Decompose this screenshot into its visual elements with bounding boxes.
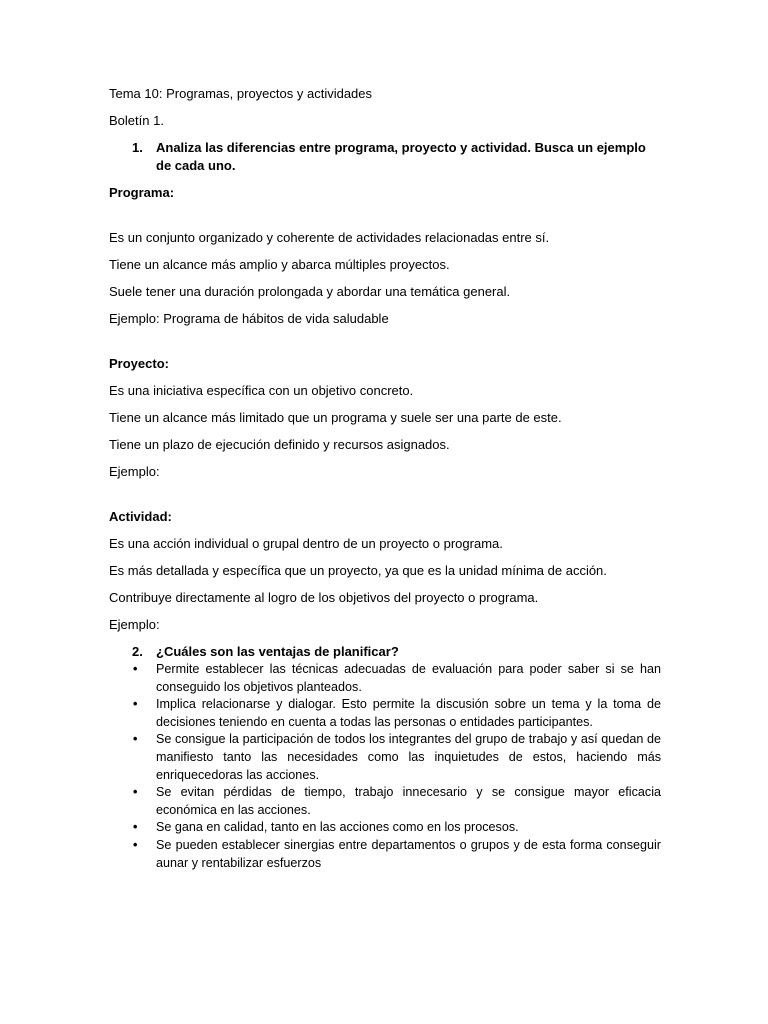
proyecto-line-3: Tiene un plazo de ejecución definido y recursos asignados. <box>109 437 450 452</box>
actividad-heading: Actividad: <box>109 509 172 524</box>
question-1 <box>109 139 661 175</box>
list-item <box>109 731 661 784</box>
list-item <box>109 819 661 837</box>
advantages-list <box>109 661 661 872</box>
list-item-text: Se evitan pérdidas de tiempo, trabajo innecesario y se consigue mayor eficacia económica en las acciones. <box>156 785 661 817</box>
programa-example: Ejemplo: Programa de hábitos de vida saludable <box>109 311 389 326</box>
list-item <box>109 661 661 696</box>
bullet-icon: • <box>133 820 138 835</box>
list-item <box>109 696 661 731</box>
list-item <box>109 837 661 872</box>
question-2-number: 2. <box>132 644 143 659</box>
document-body <box>109 85 661 872</box>
question-2 <box>109 643 661 661</box>
programa-line-3: Suele tener una duración prolongada y abordar una temática general. <box>109 284 511 299</box>
proyecto-example: Ejemplo: <box>109 464 160 479</box>
question-1-text: Analiza las diferencias entre programa, proyecto y actividad. Busca un ejemplo de cada uno. <box>156 140 646 173</box>
programa-heading: Programa: <box>109 185 175 200</box>
list-item-text: Implica relacionarse y dialogar. Esto permite la discusión sobre un tema y la toma de decisiones teniendo en cuenta a todas las personas o entidades participantes. <box>156 697 661 729</box>
proyecto-heading: Proyecto: <box>109 356 169 371</box>
programa-line-2: Tiene un alcance más amplio y abarca múltiples proyectos. <box>109 257 450 272</box>
topic-title: Tema 10: Programas, proyectos y actividades <box>109 86 373 101</box>
question-1-number: 1. <box>132 140 143 155</box>
proyecto-line-1: Es una iniciativa específica con un objetivo concreto. <box>109 383 414 398</box>
actividad-line-3: Contribuye directamente al logro de los objetivos del proyecto o programa. <box>109 590 539 605</box>
actividad-line-2: Es más detallada y específica que un proyecto, ya que es la unidad mínima de acción. <box>109 563 607 578</box>
actividad-line-1: Es una acción individual o grupal dentro de un proyecto o programa. <box>109 536 503 551</box>
bulletin-label: Boletín 1. <box>109 113 164 128</box>
list-item-text: Se consigue la participación de todos los integrantes del grupo de trabajo y así quedan de manifiesto tanto las necesidades como las inquietudes de estos, haciendo más enriquecedoras las acciones. <box>156 732 661 782</box>
programa-line-1: Es un conjunto organizado y coherente de actividades relacionadas entre sí. <box>109 230 550 245</box>
question-2-text: ¿Cuáles son las ventajas de planificar? <box>156 644 399 659</box>
bullet-icon: • <box>133 785 138 800</box>
bullet-icon: • <box>133 837 138 852</box>
list-item-text: Se pueden establecer sinergias entre departamentos o grupos y de esta forma conseguir aunar y rentabilizar esfuerzos <box>156 837 661 870</box>
bullet-icon: • <box>133 732 138 747</box>
proyecto-line-2: Tiene un alcance más limitado que un programa y suele ser una parte de este. <box>109 410 562 425</box>
bullet-icon: • <box>133 697 138 712</box>
bullet-icon: • <box>133 662 138 676</box>
list-item-text: Se gana en calidad, tanto en las acciones como en los procesos. <box>156 820 519 835</box>
actividad-example: Ejemplo: <box>109 617 160 632</box>
list-item <box>109 784 661 819</box>
list-item-text: Permite establecer las técnicas adecuadas de evaluación para poder saber si se han conseguido los objetivos planteados. <box>156 662 661 694</box>
